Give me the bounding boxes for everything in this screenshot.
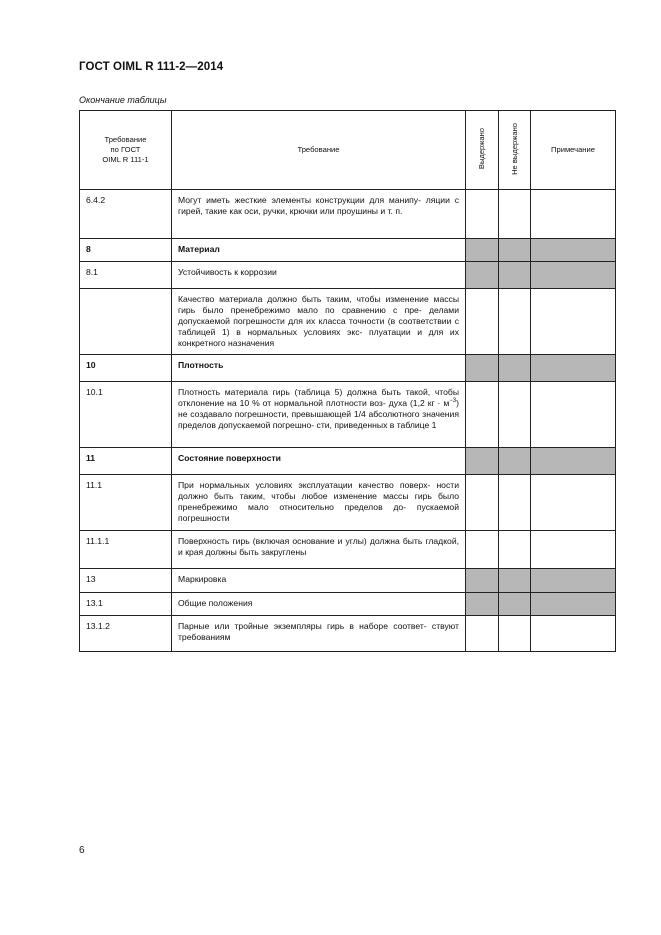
row-requirement-cell xyxy=(172,262,466,289)
requirement-text: Состояние поверхности xyxy=(178,453,281,463)
requirement-text: Общие положения xyxy=(178,598,253,608)
requirement-text: пускаемой погрешности xyxy=(178,502,459,523)
row-ref-cell: 10 xyxy=(80,355,172,382)
header-ref-line: по ГОСТ xyxy=(110,145,141,154)
requirement-text: Парные или тройные экземпляры гирь в наборе соответ- xyxy=(178,621,427,631)
row-note-cell xyxy=(531,289,616,355)
row-note-cell xyxy=(531,262,616,289)
requirement-text: Устойчивость к коррозии xyxy=(178,267,277,277)
header-requirement: Требование xyxy=(172,111,466,190)
row-not-held-cell xyxy=(499,289,531,355)
header-not-held-label: Не выдержано xyxy=(509,122,519,175)
row-ref-cell: 13 xyxy=(80,569,172,593)
row-held-cell xyxy=(466,239,499,262)
row-note-cell xyxy=(531,531,616,569)
requirement-text: При нормальных условиях эксплуатации качество поверх- xyxy=(178,480,431,490)
row-requirement-cell xyxy=(172,382,466,448)
row-ref-cell: 11 xyxy=(80,448,172,475)
header-ref xyxy=(80,111,172,190)
requirement-text: ляции с гирей, такие как оси, ручки, крючки или проушины xyxy=(178,195,459,216)
requirement-text: ствуют требованиям xyxy=(178,621,459,642)
row-held-cell xyxy=(466,190,499,239)
row-requirement-cell xyxy=(172,355,466,382)
table-row xyxy=(80,475,616,531)
requirement-text: ности должно быть таким, чтобы любое изменение массы xyxy=(178,480,459,501)
header-held-label: Выдержано xyxy=(477,127,486,170)
table-body xyxy=(80,190,616,652)
header-note: Примечание xyxy=(531,111,616,190)
row-requirement-cell xyxy=(172,448,466,475)
row-held-cell xyxy=(466,475,499,531)
row-requirement-cell xyxy=(172,569,466,593)
requirement-text: чтобы отклонение на 10 % от нормальной плотности воз- xyxy=(178,387,460,408)
table-row xyxy=(80,239,616,262)
row-requirement-cell xyxy=(172,531,466,569)
row-not-held-cell xyxy=(499,262,531,289)
row-held-cell xyxy=(466,593,499,616)
requirement-text: Материал xyxy=(178,244,220,254)
row-not-held-cell xyxy=(499,531,531,569)
header-held xyxy=(466,111,499,190)
row-held-cell xyxy=(466,289,499,355)
requirement-text: Маркировка xyxy=(178,574,227,584)
requirement-text: плуатации и для их конкретного назначения xyxy=(178,327,460,348)
row-not-held-cell xyxy=(499,475,531,531)
requirement-text: Качество материала должно быть таким, чтобы изменение xyxy=(178,294,429,304)
table-row xyxy=(80,593,616,616)
requirement-text: −3 xyxy=(449,398,457,405)
row-requirement-cell xyxy=(172,289,466,355)
row-not-held-cell xyxy=(499,355,531,382)
table-row xyxy=(80,355,616,382)
row-ref-cell: 13.1 xyxy=(80,593,172,616)
requirements-table xyxy=(79,110,616,652)
requirement-text: гирь было пренебрежимо мало относительно пределов до- xyxy=(178,491,459,512)
requirement-text: делами допускаемой погрешности для их класса точности xyxy=(178,305,459,326)
row-note-cell xyxy=(531,593,616,616)
row-held-cell xyxy=(466,569,499,593)
row-ref-cell: 11.1.1 xyxy=(80,531,172,569)
row-note-cell xyxy=(531,616,616,652)
row-not-held-cell xyxy=(499,382,531,448)
row-not-held-cell xyxy=(499,593,531,616)
requirement-text: духа (1,2 кг · м xyxy=(388,398,450,408)
row-note-cell xyxy=(531,448,616,475)
row-not-held-cell xyxy=(499,239,531,262)
row-note-cell xyxy=(531,239,616,262)
row-requirement-cell xyxy=(172,190,466,239)
requirement-text: сти, приведенных в таблице 1 xyxy=(316,420,437,430)
page-number: 6 xyxy=(79,845,85,856)
row-note-cell xyxy=(531,569,616,593)
row-ref-cell: 8.1 xyxy=(80,262,172,289)
row-ref-cell: 11.1 xyxy=(80,475,172,531)
table-row xyxy=(80,616,616,652)
table-row xyxy=(80,382,616,448)
row-held-cell xyxy=(466,355,499,382)
table-row xyxy=(80,262,616,289)
row-ref-cell: 10.1 xyxy=(80,382,172,448)
requirement-text: Поверхность гирь (включая основание и углы) должна быть xyxy=(178,536,423,546)
requirement-text: (в соответствии с таблицей 1) в нормальных условиях экс- xyxy=(178,316,460,337)
requirement-text: Могут иметь жесткие элементы конструкции для манипу- xyxy=(178,195,421,205)
row-requirement-cell xyxy=(172,475,466,531)
row-held-cell xyxy=(466,262,499,289)
row-not-held-cell xyxy=(499,616,531,652)
row-note-cell xyxy=(531,382,616,448)
header-ref-line: Требование xyxy=(104,135,147,144)
table-row xyxy=(80,531,616,569)
row-note-cell xyxy=(531,190,616,239)
row-ref-cell: 6.4.2 xyxy=(80,190,172,239)
row-not-held-cell xyxy=(499,448,531,475)
row-note-cell xyxy=(531,355,616,382)
row-held-cell xyxy=(466,616,499,652)
table-row xyxy=(80,190,616,239)
requirement-text: Плотность xyxy=(178,360,224,370)
table-row xyxy=(80,569,616,593)
requirement-text: гладкой, и края должны быть закруглены xyxy=(178,536,460,557)
table-caption: Окончание таблицы xyxy=(79,95,167,105)
requirement-text: 1/4 абсолютного значения пределов допускаемой погрешно- xyxy=(178,409,459,430)
table-header-row xyxy=(80,111,616,190)
row-requirement-cell xyxy=(172,616,466,652)
requirement-text: массы гирь было пренебрежимо мало по сравнению с пре- xyxy=(178,294,459,315)
header-ref-line: OIML R 111-1 xyxy=(102,155,149,164)
table-row xyxy=(80,289,616,355)
row-not-held-cell xyxy=(499,190,531,239)
header-not-held xyxy=(499,111,531,190)
requirement-text: Плотность материала гирь (таблица 5) должна быть такой, xyxy=(178,387,431,397)
row-held-cell xyxy=(466,531,499,569)
row-not-held-cell xyxy=(499,569,531,593)
document-title: ГОСТ OIML R 111-2—2014 xyxy=(79,61,224,73)
requirement-text: и т. п. xyxy=(380,206,403,216)
row-note-cell xyxy=(531,475,616,531)
row-ref-cell xyxy=(80,289,172,355)
row-ref-cell: 8 xyxy=(80,239,172,262)
row-ref-cell: 13.1.2 xyxy=(80,616,172,652)
row-requirement-cell xyxy=(172,593,466,616)
row-held-cell xyxy=(466,448,499,475)
table-row xyxy=(80,448,616,475)
row-held-cell xyxy=(466,382,499,448)
requirement-text: ) не создавало погрешности, превышающей xyxy=(178,398,460,419)
row-requirement-cell xyxy=(172,239,466,262)
